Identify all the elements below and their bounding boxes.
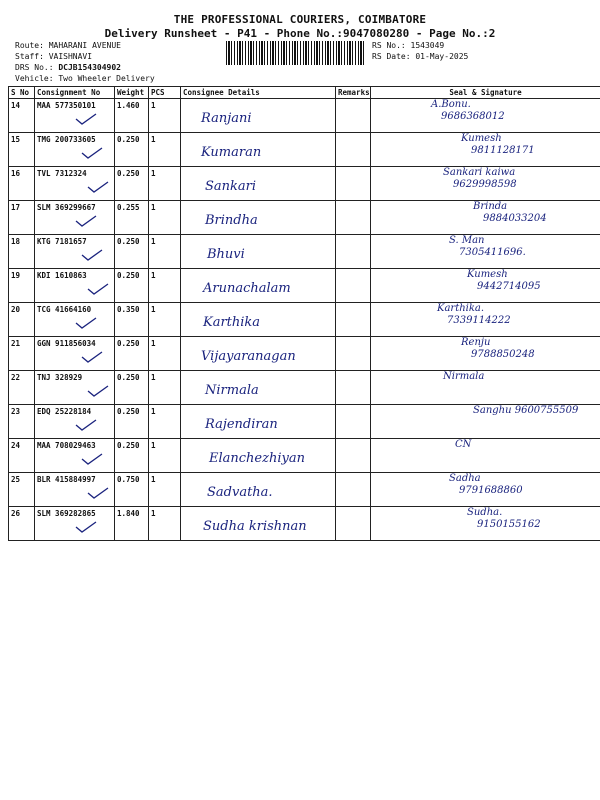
checkmark-icon [87, 385, 109, 397]
row-seal-signature [371, 507, 600, 541]
rs-date: RS Date: 01-May-2025 [372, 52, 469, 61]
row-pcs: 1 [149, 133, 181, 167]
row-seal-signature [371, 269, 600, 303]
table-row [9, 439, 600, 473]
signature-phone: 7305411696. [459, 247, 526, 258]
row-consignment-no: TNJ 328929 [35, 371, 115, 405]
consignee-handwritten-name: Nirmala [205, 383, 259, 398]
row-consignee-details [181, 303, 336, 337]
row-consignment-no: GGN 911856034 [35, 337, 115, 371]
consignee-handwritten-name: Rajendiran [205, 417, 278, 432]
route-label: Route: MAHARANI AVENUE [15, 41, 121, 50]
row-sno: 16 [9, 167, 35, 201]
row-remarks [336, 201, 371, 235]
row-remarks [336, 405, 371, 439]
row-weight: 0.250 [115, 405, 149, 439]
signature-name: Sanghu 9600755509 [473, 405, 579, 416]
row-consignment-no: MAA 708029463 [35, 439, 115, 473]
vehicle-label: Vehicle: Two Wheeler Delivery [15, 74, 155, 83]
row-remarks [336, 167, 371, 201]
row-seal-signature [371, 371, 600, 405]
row-consignee-details [181, 371, 336, 405]
signature-group [467, 507, 541, 531]
row-sno: 17 [9, 201, 35, 235]
row-consignee-details [181, 405, 336, 439]
consignee-handwritten-name: Sudha krishnan [203, 519, 307, 534]
row-consignee-details [181, 337, 336, 371]
table-row [9, 133, 600, 167]
row-consignment-no: TCG 41664160 [35, 303, 115, 337]
consignee-handwritten-name: Elanchezhiyan [209, 451, 305, 466]
row-weight: 0.250 [115, 439, 149, 473]
row-seal-signature [371, 303, 600, 337]
col-signature: Seal & Signature [371, 87, 600, 99]
row-consignee-details [181, 473, 336, 507]
row-remarks [336, 507, 371, 541]
signature-phone: 9811128171 [471, 145, 535, 156]
col-sno: S No [9, 87, 35, 99]
consignee-handwritten-name: Brindha [205, 213, 258, 228]
company-title: THE PROFESSIONAL COURIERS, COIMBATORE [173, 13, 427, 26]
signature-name: A.Bonu. [431, 99, 471, 110]
row-seal-signature [371, 133, 600, 167]
row-consignment-no: TMG 200733605 [35, 133, 115, 167]
row-weight: 0.250 [115, 235, 149, 269]
signature-name: Renju [461, 337, 491, 348]
col-pcs: PCS [149, 87, 181, 99]
col-consignment: Consignment No [35, 87, 115, 99]
signature-group [455, 439, 471, 451]
row-seal-signature [371, 439, 600, 473]
row-seal-signature [371, 235, 600, 269]
row-consignment-no: BLR 415884997 [35, 473, 115, 507]
row-pcs: 1 [149, 405, 181, 439]
table-row [9, 303, 600, 337]
row-seal-signature [371, 405, 600, 439]
row-weight: 0.250 [115, 337, 149, 371]
row-seal-signature [371, 337, 600, 371]
consignee-handwritten-name: Bhuvi [207, 247, 245, 262]
table-row [9, 371, 600, 405]
checkmark-icon [87, 181, 109, 193]
checkmark-icon [81, 249, 103, 261]
signature-name: Brinda [473, 201, 508, 212]
row-pcs: 1 [149, 99, 181, 133]
row-consignee-details [181, 201, 336, 235]
checkmark-icon [81, 453, 103, 465]
row-sno: 25 [9, 473, 35, 507]
row-sno: 24 [9, 439, 35, 473]
row-seal-signature [371, 201, 600, 235]
col-remarks: Remarks [336, 87, 371, 99]
row-pcs: 1 [149, 507, 181, 541]
signature-name: Kumesh [467, 269, 508, 280]
signature-name: CN [455, 439, 472, 450]
row-sno: 14 [9, 99, 35, 133]
signature-group [461, 337, 535, 361]
signature-group [467, 269, 541, 293]
signature-phone: 9150155162 [477, 519, 541, 530]
row-pcs: 1 [149, 235, 181, 269]
signature-name: Nirmala [443, 371, 485, 382]
row-weight: 0.750 [115, 473, 149, 507]
consignee-handwritten-name: Kumaran [201, 145, 262, 160]
row-consignee-details [181, 235, 336, 269]
signature-group [449, 235, 526, 259]
signature-name: Sudha. [467, 507, 503, 518]
signature-phone: 7339114222 [447, 315, 511, 326]
consignee-handwritten-name: Karthika [203, 315, 261, 330]
runsheet-title: Delivery Runsheet - P41 - Phone No.:9047080280 - Page No.:2 [104, 27, 496, 40]
consignee-handwritten-name: Arunachalam [203, 281, 291, 296]
signature-phone: 9884033204 [483, 213, 547, 224]
table-row [9, 337, 600, 371]
signature-group [473, 405, 578, 417]
col-consignee: Consignee Details [181, 87, 336, 99]
row-pcs: 1 [149, 473, 181, 507]
row-consignee-details [181, 99, 336, 133]
row-consignment-no: KTG 7181657 [35, 235, 115, 269]
checkmark-icon [75, 419, 97, 431]
table-row [9, 269, 600, 303]
signature-group [443, 167, 517, 191]
table-row [9, 235, 600, 269]
row-consignee-details [181, 507, 336, 541]
row-consignment-no: MAA 577350101 [35, 99, 115, 133]
row-consignee-details [181, 269, 336, 303]
row-pcs: 1 [149, 201, 181, 235]
row-consignment-no: KDI 1610863 [35, 269, 115, 303]
barcode [226, 41, 366, 65]
table-row [9, 507, 600, 541]
signature-group [437, 303, 511, 327]
signature-group [473, 201, 547, 225]
table-row [9, 473, 600, 507]
row-remarks [336, 235, 371, 269]
consignee-handwritten-name: Sankari [205, 179, 257, 194]
row-weight: 0.250 [115, 133, 149, 167]
signature-name: Kumesh [461, 133, 502, 144]
checkmark-icon [87, 487, 109, 499]
row-weight: 1.840 [115, 507, 149, 541]
row-weight: 0.350 [115, 303, 149, 337]
row-remarks [336, 337, 371, 371]
signature-group [443, 371, 484, 383]
row-pcs: 1 [149, 337, 181, 371]
staff-label: Staff: VAISHNAVI [15, 52, 93, 61]
table-row [9, 167, 600, 201]
drs-value: DCJB154304902 [58, 63, 121, 72]
row-remarks [336, 269, 371, 303]
row-pcs: 1 [149, 269, 181, 303]
runsheet-table [8, 86, 600, 541]
col-weight: Weight [115, 87, 149, 99]
consignee-handwritten-name: Sadvatha. [207, 485, 273, 500]
row-seal-signature [371, 167, 600, 201]
signature-phone: 9791688860 [459, 485, 523, 496]
row-sno: 15 [9, 133, 35, 167]
row-weight: 0.250 [115, 167, 149, 201]
signature-phone: 9788850248 [471, 349, 535, 360]
row-pcs: 1 [149, 167, 181, 201]
row-weight: 1.460 [115, 99, 149, 133]
row-remarks [336, 473, 371, 507]
rs-number: RS No.: 1543049 [372, 41, 445, 50]
row-consignment-no: EDQ 25228184 [35, 405, 115, 439]
table-row [9, 201, 600, 235]
row-sno: 26 [9, 507, 35, 541]
row-sno: 23 [9, 405, 35, 439]
checkmark-icon [75, 215, 97, 227]
row-sno: 20 [9, 303, 35, 337]
row-remarks [336, 303, 371, 337]
row-consignee-details [181, 133, 336, 167]
table-header-row [9, 87, 600, 99]
row-consignment-no: TVL 7312324 [35, 167, 115, 201]
row-pcs: 1 [149, 439, 181, 473]
row-sno: 21 [9, 337, 35, 371]
row-consignment-no: SLM 369299667 [35, 201, 115, 235]
row-consignment-no: SLM 369282865 [35, 507, 115, 541]
row-seal-signature [371, 99, 600, 133]
row-sno: 22 [9, 371, 35, 405]
signature-phone: 9442714095 [477, 281, 541, 292]
signature-phone: 9629998598 [453, 179, 517, 190]
row-pcs: 1 [149, 371, 181, 405]
signature-group [449, 473, 523, 497]
row-weight: 0.250 [115, 269, 149, 303]
consignee-handwritten-name: Ranjani [201, 111, 252, 126]
row-sno: 18 [9, 235, 35, 269]
checkmark-icon [75, 113, 97, 125]
signature-group [431, 99, 505, 123]
checkmark-icon [81, 351, 103, 363]
signature-name: Sadha [449, 473, 481, 484]
checkmark-icon [81, 147, 103, 159]
signature-name: Sankari kaiwa [443, 167, 516, 178]
signature-name: S. Man [449, 235, 485, 246]
row-remarks [336, 371, 371, 405]
row-remarks [336, 439, 371, 473]
row-consignee-details [181, 439, 336, 473]
table-row [9, 405, 600, 439]
row-sno: 19 [9, 269, 35, 303]
row-pcs: 1 [149, 303, 181, 337]
table-row [9, 99, 600, 133]
consignee-handwritten-name: Vijayaranagan [201, 349, 296, 364]
checkmark-icon [87, 283, 109, 295]
row-seal-signature [371, 473, 600, 507]
signature-phone: 9686368012 [441, 111, 505, 122]
checkmark-icon [75, 317, 97, 329]
checkmark-icon [75, 521, 97, 533]
row-weight: 0.255 [115, 201, 149, 235]
row-weight: 0.250 [115, 371, 149, 405]
drs-label: DRS No.: [15, 63, 54, 72]
drs-number [15, 63, 121, 72]
row-remarks [336, 99, 371, 133]
signature-group [461, 133, 535, 157]
signature-name: Karthika. [437, 303, 485, 314]
row-consignee-details [181, 167, 336, 201]
row-remarks [336, 133, 371, 167]
